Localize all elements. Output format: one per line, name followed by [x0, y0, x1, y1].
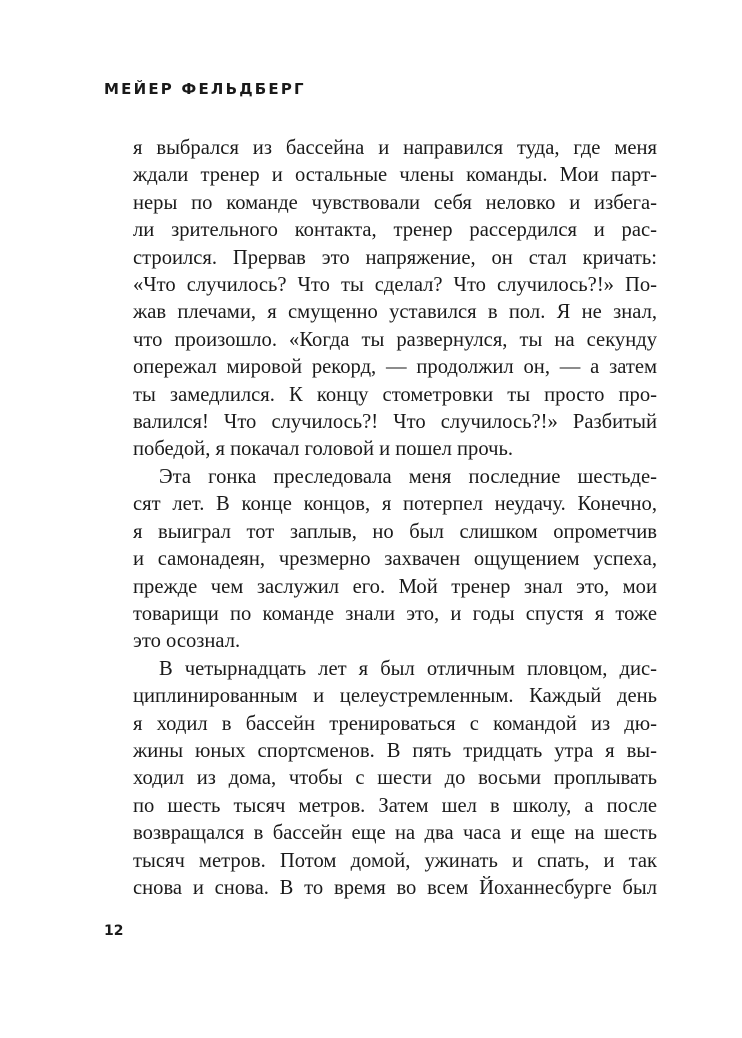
text-line: что произошло. «Когда ты развернулся, ты на секунду	[133, 328, 657, 351]
text-line: ждали тренер и остальные члены команды. Мои парт-	[133, 164, 657, 187]
text-line: жины юных спортсменов. В пять тридцать утра я вы-	[133, 739, 657, 762]
text-line: возвращался в бассейн еще на два часа и еще на шесть	[133, 822, 657, 845]
text-line: жав плечами, я смущенно уставился в пол. Я не знал,	[133, 301, 657, 324]
text-line: сят лет. В конце концов, я потерпел неудачу. Конечно,	[133, 493, 657, 516]
text-line: валился! Что случилось?! Что случилось?!» Разбитый	[133, 411, 657, 434]
text-line: я выбрался из бассейна и направился туда, где меня	[133, 137, 657, 159]
text-line: я выиграл тот заплыв, но был слишком опрометчив	[133, 520, 657, 543]
text-line: В четырнадцать лет я был отличным пловцом, дис-	[159, 657, 657, 680]
text-line: строился. Прервав это напряжение, он стал кричать:	[133, 246, 657, 269]
paragraph-1	[133, 135, 657, 464]
text-line: по шесть тысяч метров. Затем шел в школу, а после	[133, 794, 657, 817]
text-line: «Что случилось? Что ты сделал? Что случилось?!» По-	[133, 274, 657, 297]
text-line: товарищи по команде знали это, и годы спустя я тоже	[133, 602, 657, 625]
running-head: МЕЙЕР ФЕЛЬДБЕРГ	[104, 80, 306, 98]
text-line: тысяч метров. Потом домой, ужинать и спать, и так	[133, 849, 657, 872]
text-line: снова и снова. В то время во всем Йоханнесбурге был	[133, 876, 657, 899]
page-number: 12	[104, 923, 124, 939]
text-line: победой, я покачал головой и пошел прочь.	[133, 438, 514, 461]
paragraph-3	[133, 656, 657, 903]
text-line: это осознал.	[133, 630, 241, 653]
text-line: ты замедлился. К концу стометровки ты просто про-	[133, 383, 657, 406]
text-line: я ходил в бассейн тренироваться с командой из дю-	[133, 712, 657, 735]
text-line: ходил из дома, чтобы с шести до восьми проплывать	[133, 767, 657, 790]
paragraph-2	[133, 464, 657, 656]
text-line: ли зрительного контакта, тренер рассердился и рас-	[133, 219, 657, 242]
text-line: неры по команде чувствовали себя неловко и избега-	[133, 191, 657, 214]
text-line: прежде чем заслужил его. Мой тренер знал это, мои	[133, 575, 657, 598]
text-line: Эта гонка преследовала меня последние шестьде-	[159, 465, 657, 488]
body-text	[133, 135, 657, 902]
text-line: опережал мировой рекорд, — продолжил он, — а затем	[133, 356, 657, 379]
text-line: циплинированным и целеустремленным. Каждый день	[133, 685, 657, 708]
text-line: и самонадеян, чрезмерно захвачен ощущением успеха,	[133, 548, 657, 571]
